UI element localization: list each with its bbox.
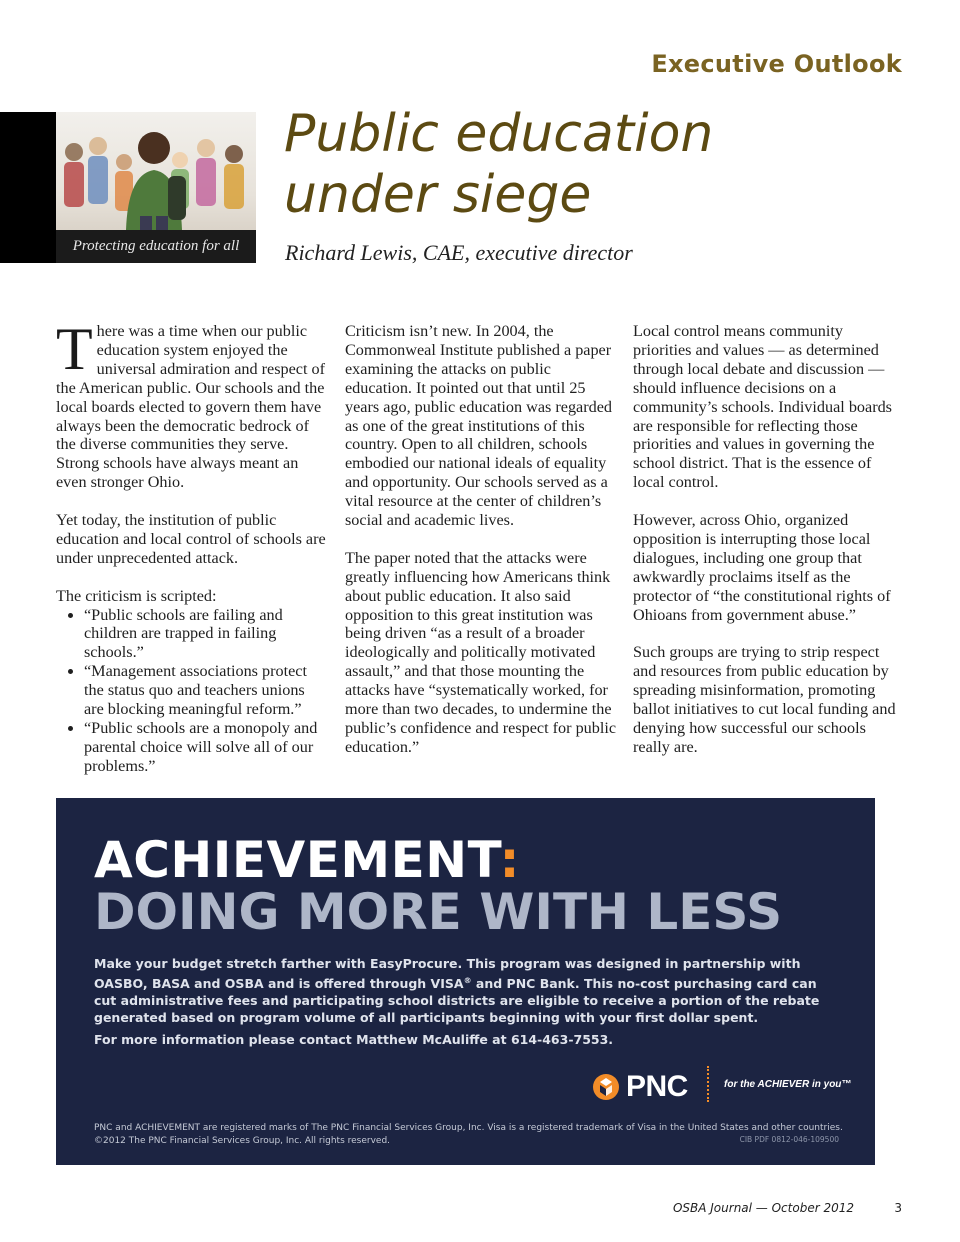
ad-code: CIB PDF 0812-046-109500 (739, 1135, 839, 1144)
article-column-1 (56, 316, 326, 776)
title-line-1: Public education (284, 104, 714, 164)
page-number: 3 (894, 1201, 902, 1215)
paragraph: Yet today, the institution of public education and local control of schools are under unprecedented attack. (56, 511, 326, 567)
paragraph: The criticism is scripted: (56, 586, 217, 605)
ad-contact: For more information please contact Matthew McAuliffe at 614-463-7553. (94, 1032, 614, 1047)
title-line-2: under siege (284, 165, 592, 225)
drop-cap: T (56, 316, 93, 382)
black-margin-bar (0, 112, 56, 263)
pnc-advertisement (56, 798, 875, 1165)
ad-subheadline: DOING MORE WITH LESS (94, 883, 783, 941)
section-label: Executive Outlook (651, 50, 902, 78)
header-photo (56, 112, 256, 263)
criticism-list (56, 606, 326, 776)
list-item: • “Management associations protect the status quo and teachers unions are blocking meaningful reform.” (84, 662, 326, 719)
pnc-wordmark: PNC (626, 1070, 688, 1103)
byline: Richard Lewis, CAE, executive director (285, 240, 633, 265)
ad-headline-word: ACHIEVEMENT (94, 831, 500, 889)
legal-line-2: ©2012 The PNC Financial Services Group, Inc. All rights reserved. (94, 1136, 391, 1146)
paragraph: Criticism isn’t new. In 2004, the Commonweal Institute published a paper examining the attacks on public education. It pointed out that until 25 years ago, public education was regarded as one of the great institutions of this country. Open to all children, schools embodied our national ideals of equality and opportunity. Our schools served as a vital resource at the center of children’s social and academic lives. (345, 322, 612, 530)
logo-divider (707, 1066, 711, 1102)
article-column-2 (345, 322, 620, 776)
pnc-logo (592, 1070, 688, 1104)
ad-body-text: Make your budget stretch farther with EasyProcure. This program was designed in partnership with OASBO, BASA and OSBA and is offered through VISA (94, 956, 801, 992)
paragraph (56, 316, 326, 492)
ad-headline-colon: : (499, 831, 520, 889)
article-title (284, 104, 713, 226)
ad-body (94, 955, 834, 1026)
paragraph: The paper noted that the attacks were greatly influencing how Americans think about public education. It also said opposition to this great institution was being driven “as a result of a broader ideologically and politically motivated assault,” and that those mounting the attacks have “systematically worked, for more than two decades, to undermine the public’s confidence and respect for public education.” (345, 548, 617, 756)
paragraph: Local control means community priorities and values — as determined through local debate and discussion — should influence decisions on a community’s schools. Individual boards are responsible for reflecting those priorities and values in governing the school district. That is the essence of local control. (633, 322, 892, 492)
legal-line-1: PNC and ACHIEVEMENT are registered marks of The PNC Financial Services Group, Inc. Visa is a registered trademark of Visa in the United States and other countries. (94, 1123, 843, 1133)
list-item: • “Public schools are failing and children are trapped in failing schools.” (84, 606, 326, 663)
ad-body-text: and PNC Bank. This no-cost purchasing card can cut administrative fees and participating school districts are eligible to receive a portion of the rebate generated based on program volume of all participants beginning with your first dollar spent. (94, 976, 820, 1026)
ad-legal (94, 1122, 844, 1148)
pnc-logo-icon (592, 1073, 620, 1101)
footer-journal: OSBA Journal — October 2012 (672, 1201, 854, 1215)
photo-caption: Protecting education for all (56, 230, 256, 263)
paragraph: However, across Ohio, organized opposition is interrupting those local dialogues, including one group that awkwardly proclaims itself as the protector of “the constitutional rights of Ohioans from government abuse.” (633, 511, 891, 624)
list-item: • “Public schools are a monopoly and parental choice will solve all of our problems.” (84, 719, 326, 776)
article-column-3 (633, 322, 905, 776)
paragraph-text: here was a time when our public education system enjoyed the universal admiration and respect of the American public. Our schools and the local boards elected to govern them have always been the democratic bedrock of the diverse communities they serve. Strong schools have always meant an even stronger Ohio. (56, 322, 325, 492)
ad-headline (94, 831, 520, 889)
paragraph: Such groups are trying to strip respect and resources from public education by spreading misinformation, promoting ballot initiatives to cut local funding and denying how successful our schools really are. (633, 643, 896, 756)
pnc-tagline: for the ACHIEVER in you™ (724, 1079, 852, 1090)
registered-mark: ® (463, 976, 472, 985)
